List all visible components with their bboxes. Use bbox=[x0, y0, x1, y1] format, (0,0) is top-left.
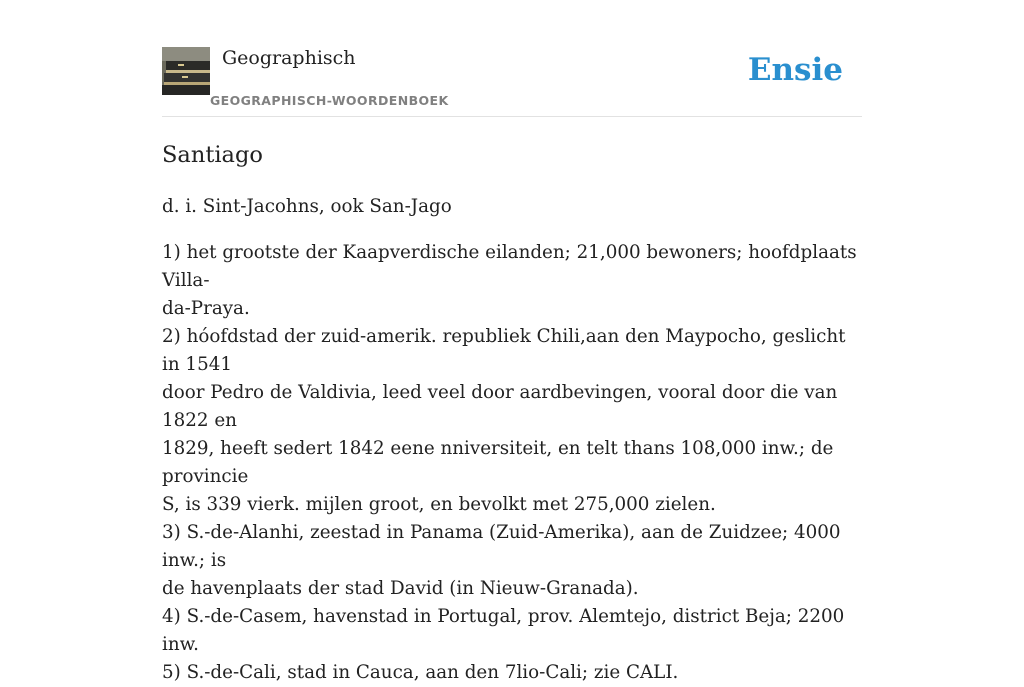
entry-line: 1) het grootste der Kaapverdische eilanden; 21,000 bewoners; hoofdplaats Villa- bbox=[162, 242, 857, 291]
entry-line: door Pedro de Valdivia, leed veel door aardbevingen, vooral door die van 1822 en bbox=[162, 382, 838, 431]
entry-line: 2) hóofdstad der zuid-amerik. republiek Chili,aan den Maypocho, geslicht in 1541 bbox=[162, 326, 846, 375]
book-title[interactable]: Geographisch bbox=[222, 47, 356, 69]
book-slug[interactable]: GEOGRAPHISCH-WOORDENBOEK bbox=[210, 93, 449, 108]
book-avatar[interactable] bbox=[162, 47, 210, 95]
entry-content bbox=[162, 140, 862, 687]
entry-line: 5) S.-de-Cali, stad in Cauca, aan den 7lio-Cali; zie CALI. bbox=[162, 662, 679, 683]
entry-subtitle: d. i. Sint-Jacohns, ook San-Jago bbox=[162, 196, 452, 217]
entry-title: Santiago bbox=[162, 142, 263, 168]
entry-line: 1829, heeft sedert 1842 eene nniversiteit, en telt thans 108,000 inw.; de provincie bbox=[162, 438, 834, 487]
entry-line: 3) S.-de-Alanhi, zeestad in Panama (Zuid-Amerika), aan de Zuidzee; 4000 inw.; is bbox=[162, 522, 841, 571]
entry-line: da-Praya. bbox=[162, 298, 250, 319]
header bbox=[162, 46, 862, 117]
entry-line: S, is 339 vierk. mijlen groot, en bevolkt met 275,000 zielen. bbox=[162, 494, 716, 515]
entry-line: 4) S.-de-Casem, havenstad in Portugal, prov. Alemtejo, district Beja; 2200 inw. bbox=[162, 606, 845, 655]
brand-logo[interactable]: Ensie bbox=[747, 52, 843, 88]
book-cover-icon bbox=[162, 47, 210, 95]
entry-body bbox=[162, 239, 862, 687]
entry-line: de havenplaats der stad David (in Nieuw-Granada). bbox=[162, 578, 639, 599]
